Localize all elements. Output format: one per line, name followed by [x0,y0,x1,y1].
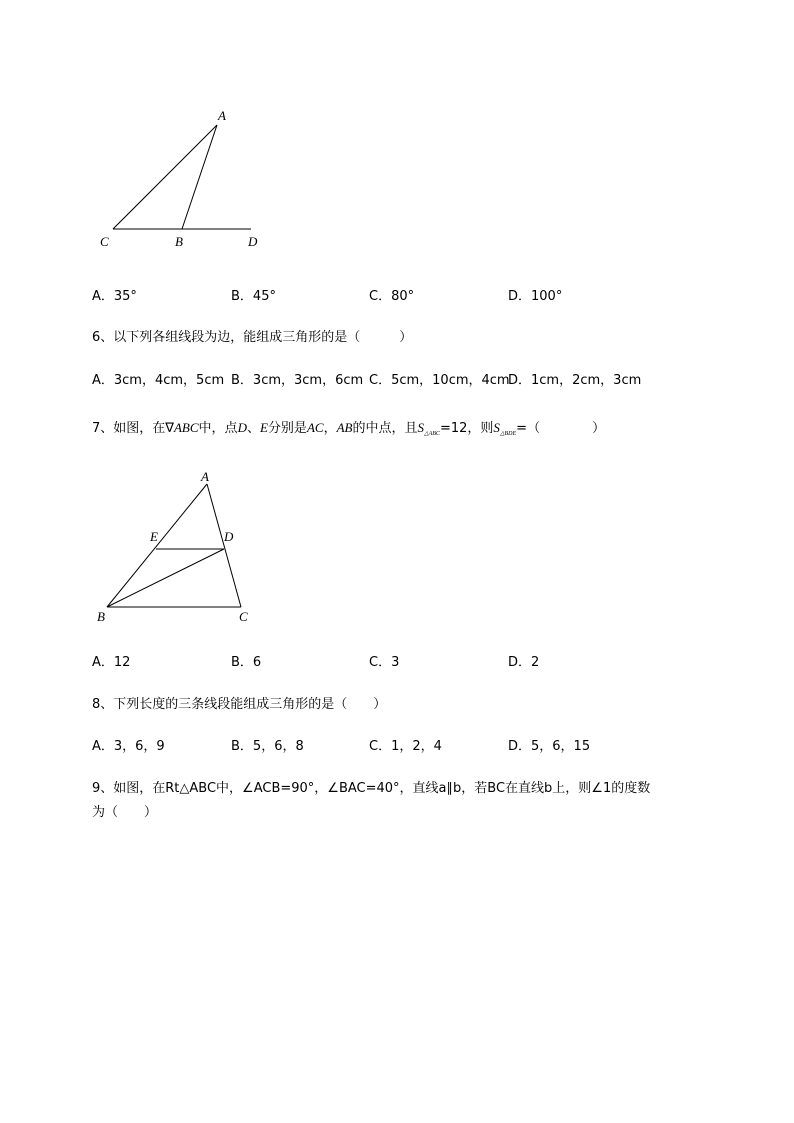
q7-eq2: =（ ） [516,421,606,436]
q8-option-b: B．5，6，8 [231,739,304,754]
label-b: B [97,609,105,624]
q7-option-c: C．3 [369,655,400,670]
q7-s1: S [417,420,424,435]
q7-nabla: ∇ [165,421,174,436]
label-a: A [201,469,209,484]
q7-eq1: =12 [439,421,468,436]
q7-s2: S [493,420,500,435]
q7-ac: AC [306,420,324,435]
figure-triangle-abc [0,460,300,640]
q6-option-a: A．3cm，4cm，5cm [92,373,225,388]
q8-option-c: C．1，2，4 [369,739,442,754]
label-c: C [100,234,109,249]
segment-ac [207,484,241,607]
q6-option-b: B．3cm，3cm，6cm [231,373,364,388]
label-b: B [175,234,183,249]
figure-triangle-abd [0,0,300,260]
segment-bd [107,549,224,607]
q7-option-b: B．6 [231,655,262,670]
segment-ab [182,125,217,229]
q8-stem: 8、下列长度的三条线段能组成三角形的是（ ） [92,697,387,712]
q5-option-c: C．80° [369,289,415,304]
q7-option-a: A．12 [92,655,131,670]
q7-stem [92,417,605,437]
label-c: C [239,609,248,624]
q8-option-a: A．3，6，9 [92,739,165,754]
q7-t3: 的中点，且 [352,421,418,436]
q6-option-c: C．5cm，10cm，4cm [369,373,510,388]
q7-t2: 分别是 [267,421,307,436]
label-e: E [150,529,158,544]
q5-option-b: B．45° [231,289,276,304]
q5-option-a: A．35° [92,289,137,304]
q7-option-d: D．2 [508,655,540,670]
q8-option-d: D．5，6，15 [508,739,591,754]
q7-t1: 中，点 [198,421,238,436]
label-d: D [224,529,234,544]
q6-option-d: D．1cm，2cm，3cm [508,373,642,388]
q5-option-d: D．100° [508,289,563,304]
label-d: D [248,234,258,249]
segment-ab [107,484,207,607]
label-a: A [218,108,226,123]
q7-sub2: △BDE [499,431,517,437]
q7-sep: 、 [246,421,260,436]
q7-abc: ABC [173,420,199,435]
segment-ca [113,125,217,229]
q9-stem-line2: 为（ ） [92,805,158,820]
q7-d: D [237,420,247,435]
q7-sub1: △ABC [423,431,440,437]
q9-stem-line1: 9、如图，在Rt△ABC中，∠ACB=90°，∠BAC=40°，直线a∥b，若BC在直线b上，则∠1的度数 [92,781,651,796]
q7-ab: AB [336,420,353,435]
q7-comma: ， [323,421,337,436]
q7-num: 7、如图，在 [92,421,166,436]
q7-t4: ，则 [467,421,494,436]
q6-stem: 6、以下列各组线段为边，能组成三角形的是（ ） [92,330,413,345]
q7-e: E [259,420,268,435]
